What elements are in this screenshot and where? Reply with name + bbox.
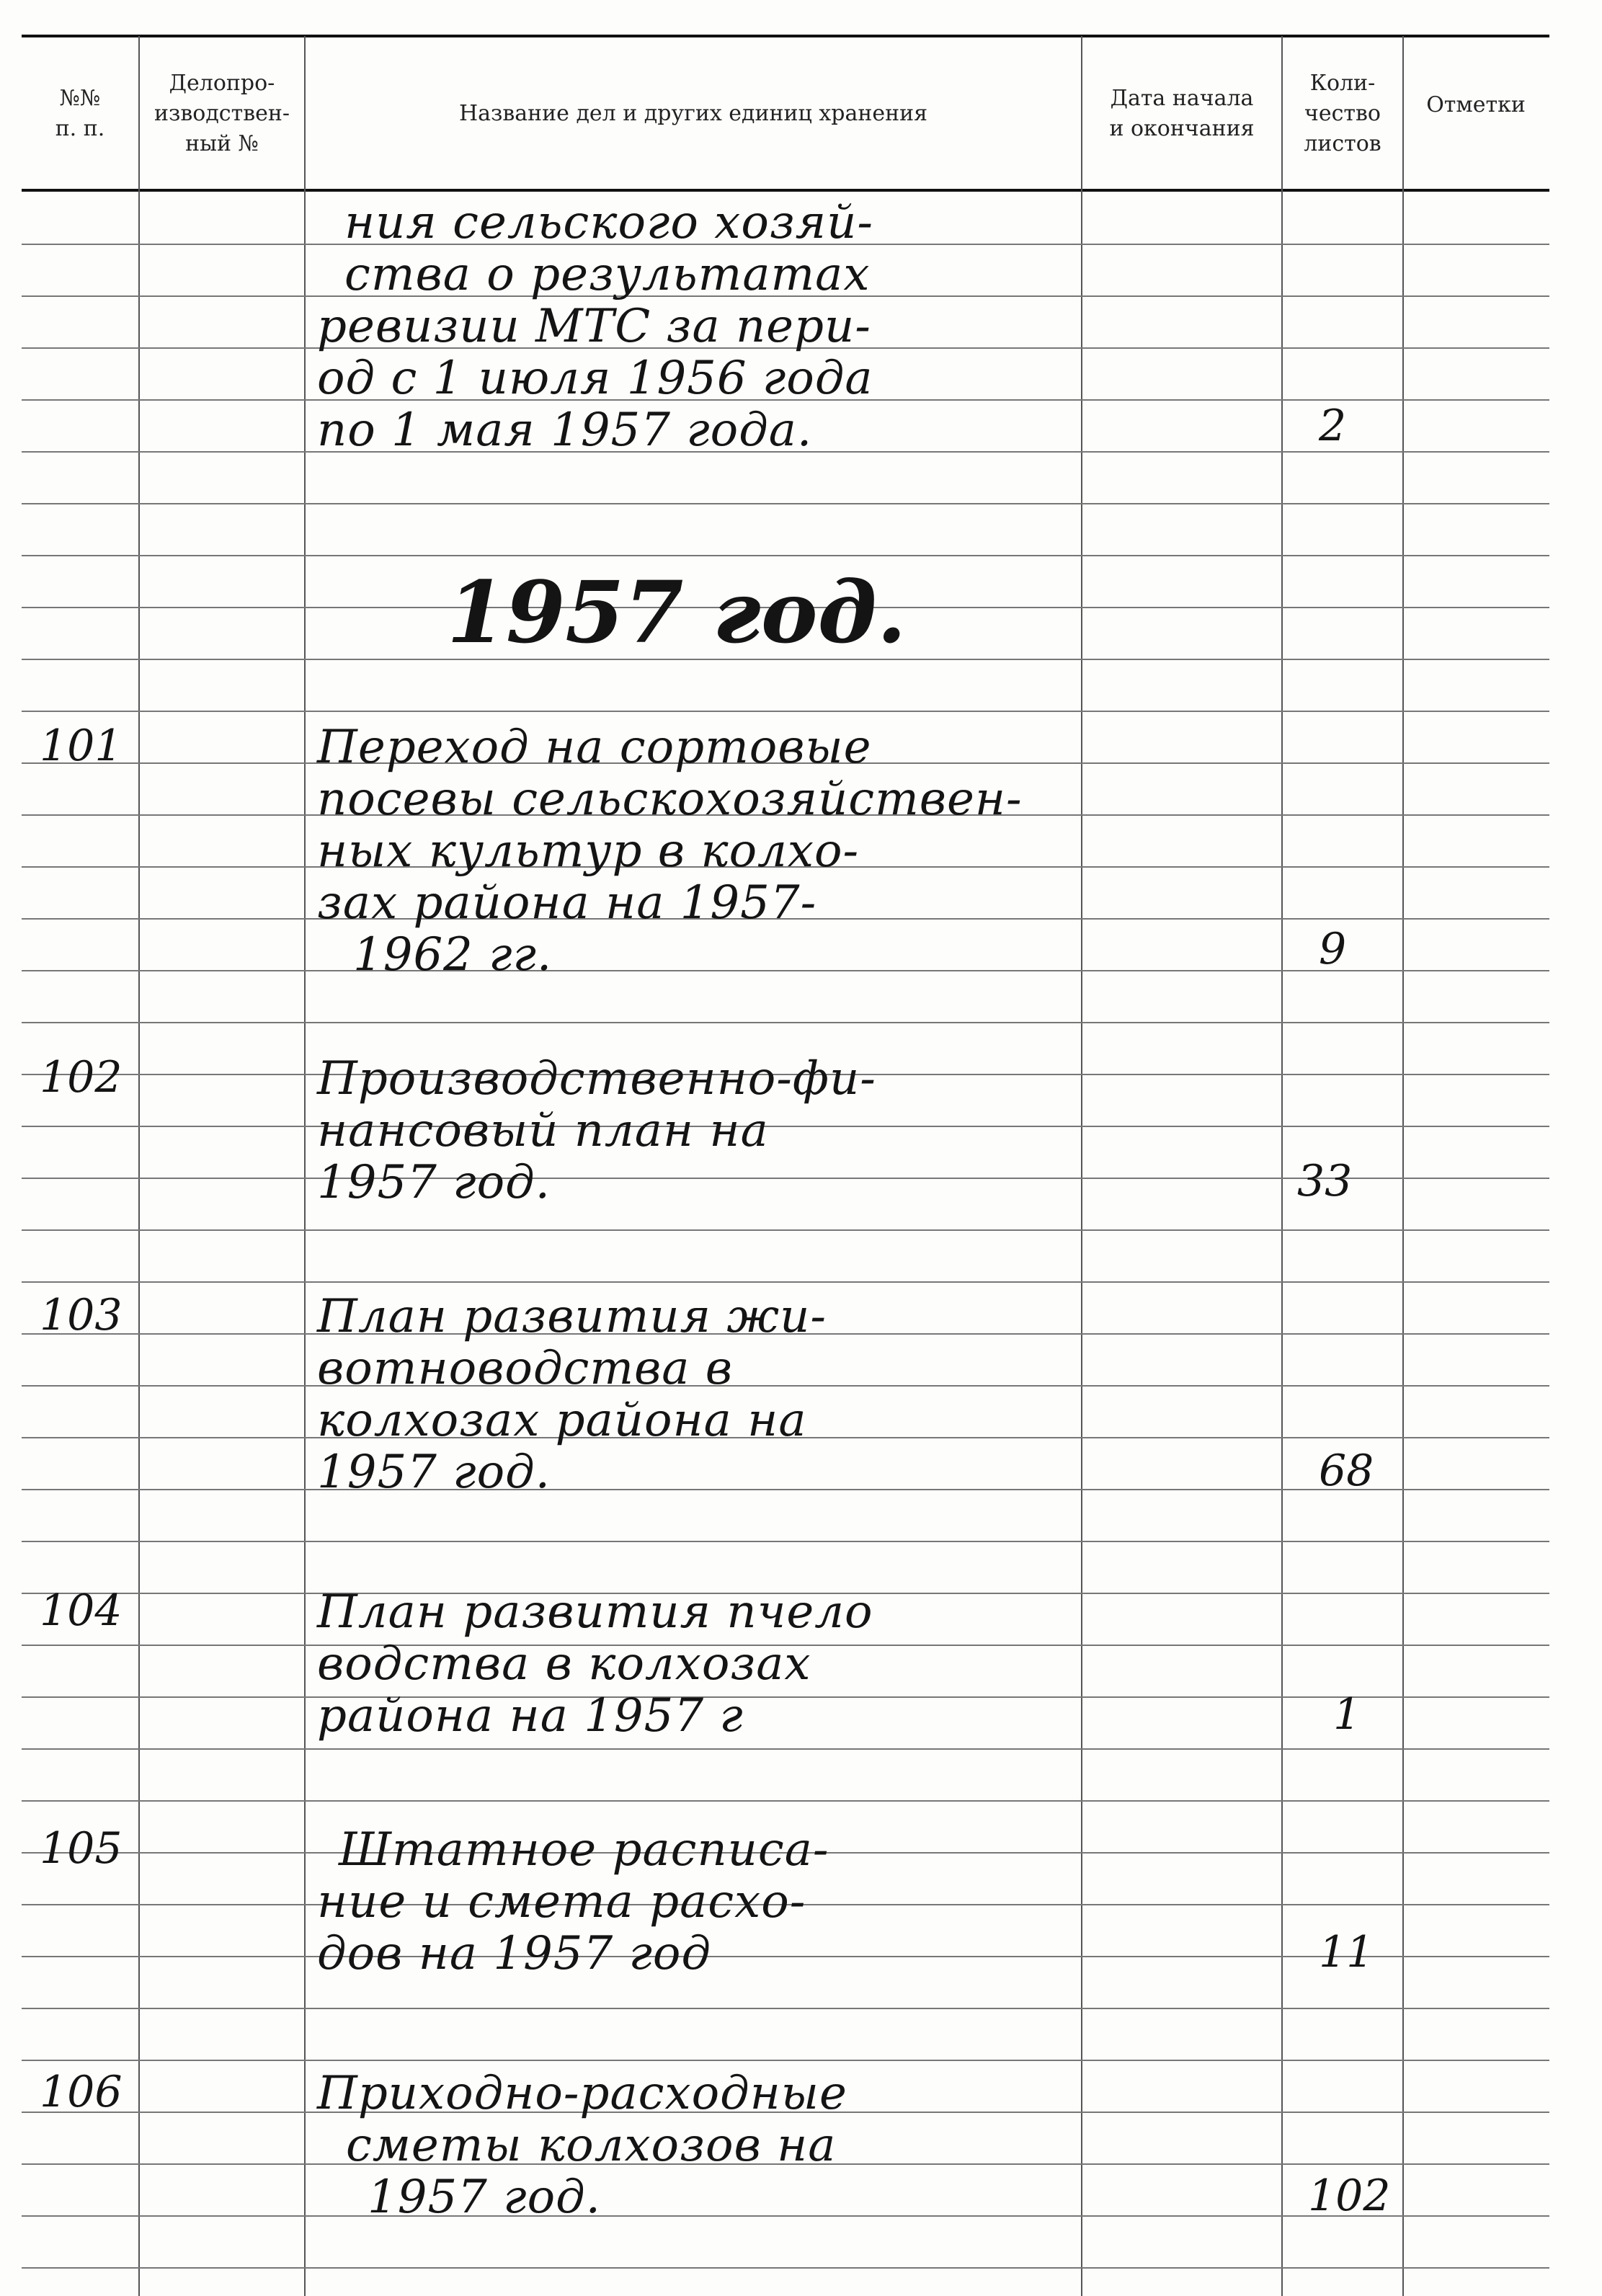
ruled-line bbox=[22, 1800, 1549, 1802]
ruled-line bbox=[22, 1748, 1549, 1750]
entry-title-line: ние и смета расхо- bbox=[317, 1875, 806, 1928]
ruled-line bbox=[22, 503, 1549, 504]
entry-title-line: дов на 1957 год bbox=[317, 1927, 711, 1980]
entry-title-line: вотноводства в bbox=[317, 1342, 734, 1395]
entry-title-line: План развития жи- bbox=[317, 1290, 827, 1343]
entry-number: 104 bbox=[40, 1585, 123, 1636]
entry-title-line: 1957 год. bbox=[368, 2171, 601, 2224]
header-dates: Дата начала и окончания bbox=[1109, 85, 1255, 141]
entry-title-line: ных культур в колхо- bbox=[317, 824, 860, 878]
entry-title-line: района на 1957 г bbox=[317, 1689, 744, 1743]
entry-title-line: нансовый план на bbox=[317, 1104, 769, 1157]
ruled-line bbox=[22, 2267, 1549, 2269]
header-sheets: Коли- чество листов bbox=[1304, 70, 1381, 156]
entry-title-line: ревизии МТС за пери- bbox=[317, 300, 871, 353]
ruled-line bbox=[22, 1696, 1549, 1698]
ruled-line bbox=[22, 1541, 1549, 1542]
entry-title-line: 1957 год. bbox=[317, 1156, 551, 1209]
entry-title-line: колхозах района на bbox=[317, 1394, 807, 1447]
entry-sheet-count: 102 bbox=[1308, 2171, 1391, 2221]
entry-title-line: по 1 мая 1957 года. bbox=[317, 404, 813, 457]
entry-number: 105 bbox=[40, 1823, 123, 1874]
header-bottom-rule bbox=[22, 189, 1549, 192]
ruled-line bbox=[22, 1385, 1549, 1387]
ruled-line bbox=[22, 711, 1549, 712]
entry-number: 106 bbox=[40, 2067, 123, 2117]
entry-title-line: Штатное расписа- bbox=[339, 1823, 829, 1877]
year-heading: 1957 год. bbox=[447, 562, 907, 662]
entry-title-line: зах района на 1957- bbox=[317, 876, 817, 930]
entry-sheet-count: 1 bbox=[1333, 1689, 1361, 1740]
header-title: Название дел и других единиц хранения bbox=[458, 100, 928, 126]
entry-number: 102 bbox=[40, 1052, 123, 1103]
ruled-line bbox=[22, 1229, 1549, 1231]
ruled-line bbox=[22, 555, 1549, 556]
entry-number: 103 bbox=[40, 1290, 123, 1340]
entry-title-line: ства о результатах bbox=[344, 248, 871, 301]
entry-number: 101 bbox=[40, 721, 123, 771]
entry-sheet-count: 11 bbox=[1319, 1927, 1374, 1977]
header-notes: Отметки bbox=[1426, 92, 1526, 117]
entry-title-line: 1957 год. bbox=[317, 1446, 551, 1499]
entry-title-line: сметы колхозов на bbox=[346, 2119, 837, 2172]
ruled-line bbox=[22, 1126, 1549, 1127]
ruled-line bbox=[22, 1281, 1549, 1283]
entry-title-line: План развития пчело bbox=[317, 1585, 873, 1639]
entry-title-line: Производственно-фи- bbox=[317, 1052, 876, 1105]
entry-sheet-count: 68 bbox=[1319, 1446, 1374, 1496]
ruled-line bbox=[22, 1022, 1549, 1023]
header-office-num: Делопро- изводствен- ный № bbox=[154, 70, 290, 156]
ruled-line bbox=[22, 2008, 1549, 2009]
entry-title-line: ния сельского хозяй- bbox=[344, 196, 873, 249]
entry-sheet-count: 33 bbox=[1297, 1156, 1353, 1206]
entry-sheet-count: 9 bbox=[1319, 924, 1347, 974]
ruled-line bbox=[22, 2060, 1549, 2061]
entry-title-line: посевы сельскохозяйствен- bbox=[317, 773, 1023, 826]
entry-title-line: Приходно-расходные bbox=[317, 2067, 847, 2120]
entry-title-line: од с 1 июля 1956 года bbox=[317, 352, 873, 405]
header-num: №№ п. п. bbox=[55, 85, 105, 141]
entry-title-line: Переход на сортовые bbox=[317, 721, 872, 774]
header-top-rule bbox=[22, 35, 1549, 37]
entry-sheet-count: 2 bbox=[1319, 401, 1347, 451]
entry-title-line: водства в колхозах bbox=[317, 1637, 811, 1691]
entry-title-line: 1962 гг. bbox=[353, 928, 553, 982]
